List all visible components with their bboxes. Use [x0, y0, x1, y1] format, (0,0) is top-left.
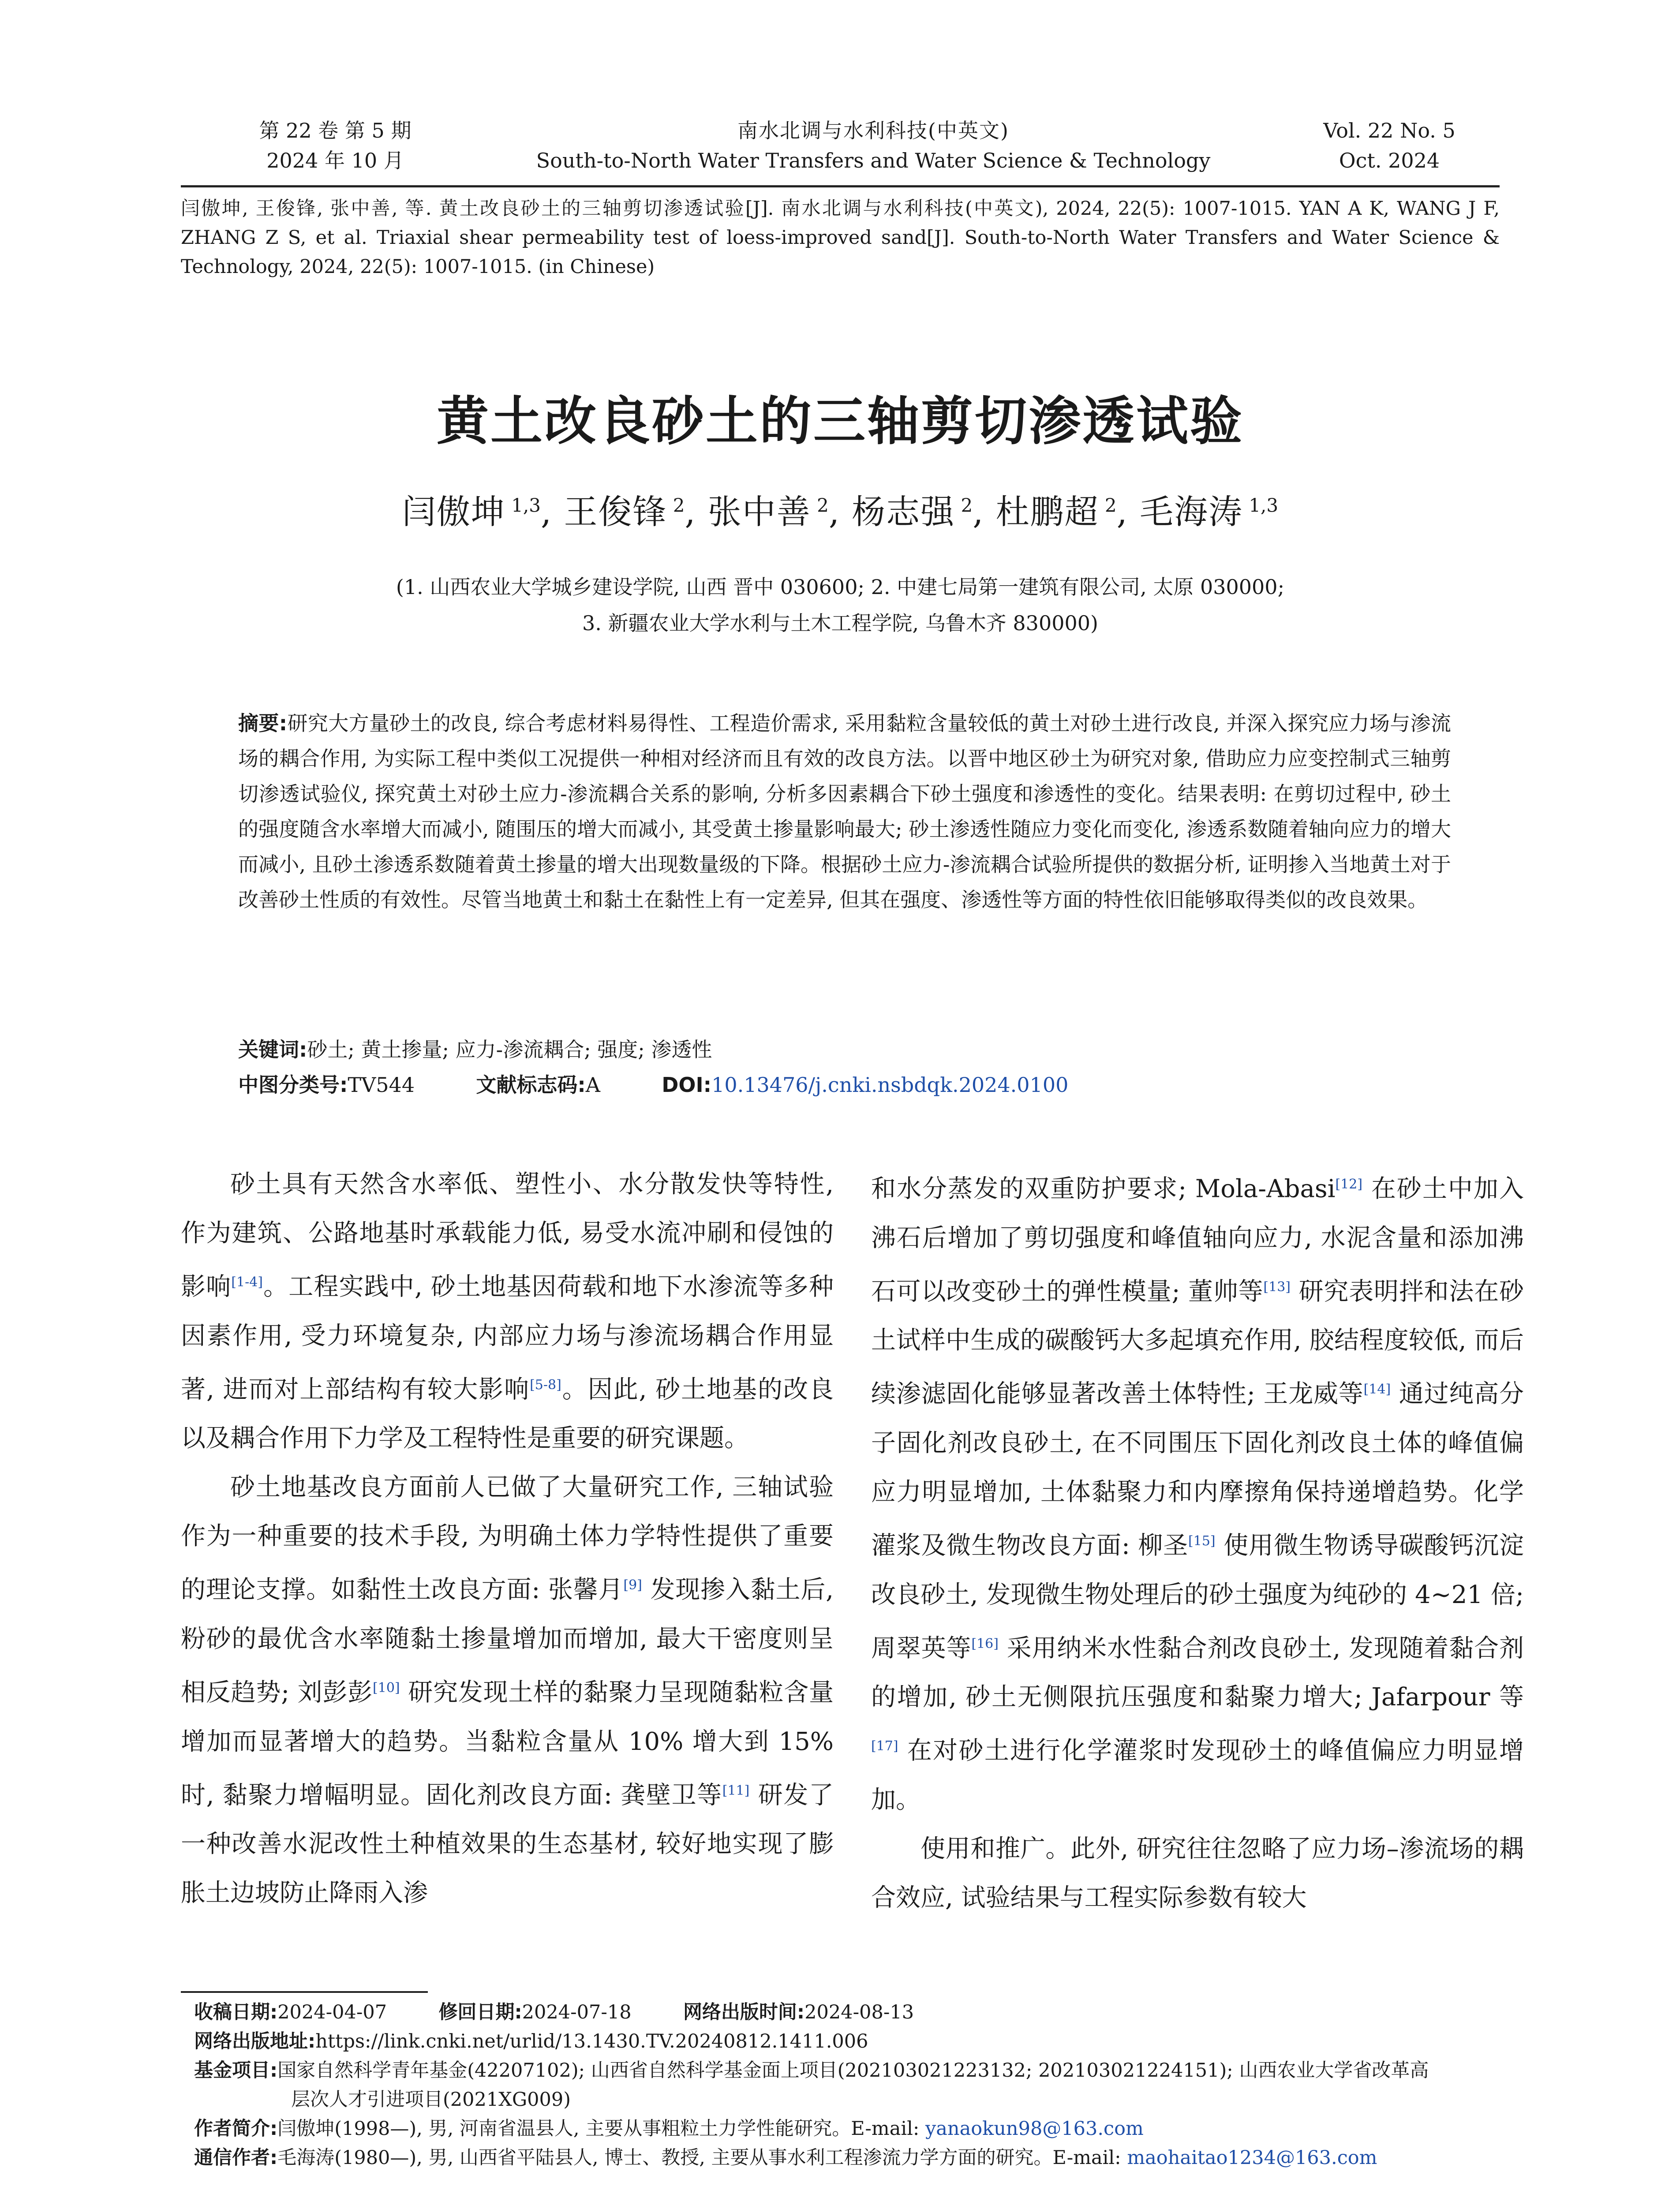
body-paragraph: [181, 1160, 834, 1463]
online-date: 2024-08-13: [804, 2001, 914, 2023]
author-separator: ,: [1116, 492, 1140, 531]
author-email-link[interactable]: yanaokun98@163.com: [925, 2118, 1144, 2140]
reference-citation-link[interactable]: [15]: [1188, 1533, 1216, 1549]
body-text: 研究发现土样的黏聚力呈现随黏粒含量增加而显著增大的趋势。当黏粒含量从 10% 增大到 15% 时, 黏聚力增幅明显。固化剂改良方面: 龚壁卫等: [181, 1678, 834, 1810]
body-paragraph: [871, 1824, 1524, 1922]
body-text: 使用微生物诱导碳酸钙沉淀改良砂土, 发现微生物处理后的砂土强度为纯砂的 4~21 倍; 周翠英等: [871, 1531, 1524, 1663]
footnote-author: [194, 2114, 1500, 2143]
body-text: 通过纯高分子固化剂改良砂土, 在不同围压下固化剂改良土体的峰值偏应力明显增加, 土体黏聚力和内摩擦角保持递增趋势。化学灌浆及微生物改良方面: 柳圣: [871, 1379, 1524, 1560]
body-column-left: [181, 1160, 834, 1917]
header-journal-en: South-to-North Water Transfers and Water Science & Technology: [536, 149, 1211, 172]
header-month: Oct. 2024: [1339, 149, 1440, 172]
reference-citation-link[interactable]: [10]: [373, 1680, 400, 1696]
header-journal-cn: 南水北调与水利科技(中英文): [737, 119, 1009, 142]
body-text: 发现掺入黏土后, 粉砂的最优含水率随黏土掺量增加而增加, 最大干密度则呈相反趋势; 刘彭彭: [181, 1575, 834, 1707]
author-name: 杜鹏超: [995, 492, 1099, 531]
header-volume-en: [1292, 116, 1486, 176]
author-bio-label: 作者简介:: [194, 2118, 278, 2140]
keywords: [238, 1032, 1451, 1067]
author-affiliation-mark: 1,3: [505, 494, 541, 516]
abstract-text: 研究大方量砂土的改良, 综合考虑材料易得性、工程造价需求, 采用黏粒含量较低的黄土对砂土进行改良, 并深入探究应力场与渗流场的耦合作用, 为实际工程中类似工况提供一种相对经济而且有效的改良方法。以晋中地区砂土为研究对象, 借助应力应变控制式三轴剪切渗透试验仪, 探究黄土对砂土应力-渗流耦合关系的影响, 分析多因素耦合下砂土强度和渗透性的变化。结果表明: 在剪切过程中, 砂土的强度随含水率增大而减小, 随围压的增大而减小, 其受黄土掺量影响最大; 砂土渗透性随应力变化而变化, 渗透系数随着轴向应力的增大而减小, 且砂土渗透系数随着黄土掺量的增大出现数量级的下降。根据砂土应力-渗流耦合试验所提供的数据分析, 证明掺入当地黄土对于改善砂土性质的有效性。尽管当地黄土和黏土在黏性上有一定差异, 但其在强度、渗透性等方面的特性依旧能够取得类似的改良效果。: [238, 711, 1451, 912]
reference-citation-link[interactable]: [16]: [971, 1636, 999, 1652]
fund-label: 基金项目:: [194, 2059, 278, 2082]
footnote-fund-continued: 层次人才引进项目(2021XG009): [291, 2089, 571, 2111]
online-url[interactable]: https://link.cnki.net/urlid/13.1430.TV.20240812.1411.006: [315, 2030, 868, 2052]
author-affiliation-mark: 1,3: [1242, 494, 1279, 516]
header-issue-info: [221, 116, 450, 176]
header-divider: [181, 185, 1500, 187]
body-paragraph: [871, 1160, 1524, 1824]
classification-line: [238, 1067, 1451, 1102]
author-affiliation-mark: 2: [811, 494, 829, 516]
author-name: 张中善: [707, 492, 811, 531]
doi-link[interactable]: 10.13476/j.cnki.nsbdqk.2024.0100: [711, 1073, 1069, 1097]
clc-label: 中图分类号:: [238, 1073, 348, 1097]
reference-citation-link[interactable]: [9]: [623, 1577, 642, 1593]
footnotes: [194, 1998, 1500, 2172]
body-text: 和水分蒸发的双重防护要求; Mola-Abasi: [871, 1174, 1336, 1203]
author-name: 闫傲坤: [402, 492, 505, 531]
fund-text: 国家自然科学青年基金(42207102); 山西省自然科学基金面上项目(202103021223132; 202103021224151); 山西农业大学省改革高: [277, 2059, 1429, 2082]
body-text: 研发了一种改善水泥改性土种植效果的生态基材, 较好地实现了膨胀土边坡防止降雨入渗: [181, 1781, 834, 1908]
header-vol-no: Vol. 22 No. 5: [1323, 119, 1456, 142]
abstract-label: 摘要:: [238, 711, 288, 735]
corresponding-email-link[interactable]: maohaitao1234@163.com: [1127, 2147, 1377, 2169]
corresponding-label: 通信作者:: [194, 2147, 278, 2169]
footnote-fund: [194, 2056, 1500, 2085]
citation-block: 闫傲坤, 王俊锋, 张中善, 等. 黄土改良砂土的三轴剪切渗透试验[J]. 南水北调与水利科技(中英文), 2024, 22(5): 1007-1015. YAN A K, WANG J F, ZHANG Z S, et al. Triaxial shear permeability test of loess-improved sand[J]. South-to-North Water Transfers and Water Science & Technology, 2024, 22(5): 1007-1015. (in Chinese): [181, 198, 1500, 278]
header-journal-name: [520, 116, 1226, 176]
revised-label: 修回日期:: [438, 2001, 522, 2023]
reference-citation-link[interactable]: [17]: [871, 1738, 898, 1754]
reference-citation-link[interactable]: [1-4]: [231, 1274, 263, 1290]
author-separator: ,: [828, 492, 852, 531]
author-affiliation-mark: 2: [955, 494, 973, 516]
article-title: 黄土改良砂土的三轴剪切渗透试验: [436, 391, 1244, 452]
body-column-right: [871, 1160, 1524, 1922]
header-date: 2024 年 10 月: [266, 149, 404, 172]
body-paragraph: [181, 1463, 834, 1917]
footnote-dates: [194, 1998, 1500, 2027]
body-text: 砂土具有天然含水率低、塑性小、水分散发快等特性, 作为建筑、公路地基时承载能力低, 易受水流冲刷和侵蚀的影响: [181, 1170, 834, 1301]
footnote-url: [194, 2027, 1500, 2056]
author-separator: ,: [685, 492, 708, 531]
footnote-corresponding: [194, 2143, 1500, 2172]
body-text: 在砂土中加入沸石后增加了剪切强度和峰值轴向应力, 水泥含量和添加沸石可以改变砂土的弹性模量; 董帅等: [871, 1174, 1524, 1306]
received-label: 收稿日期:: [194, 2001, 278, 2023]
body-text: 。因此, 砂土地基的改良以及耦合作用下力学及工程特性是重要的研究课题。: [181, 1375, 834, 1453]
reference-citation-link[interactable]: [5-8]: [530, 1377, 561, 1393]
body-text: 使用和推广。此外, 研究往往忽略了应力场–渗流场的耦合效应, 试验结果与工程实际参数有较大: [871, 1834, 1524, 1912]
doi-label: DOI:: [662, 1073, 712, 1097]
doc-code-label: 文献标志码:: [476, 1073, 586, 1097]
keywords-text: 砂土; 黄土掺量; 应力-渗流耦合; 强度; 渗透性: [307, 1038, 712, 1061]
online-label: 网络出版时间:: [683, 2001, 805, 2023]
keywords-label: 关键词:: [238, 1038, 307, 1061]
affiliation-line: (1. 山西农业大学城乡建设学院, 山西 晋中 030600; 2. 中建七局第一建筑有限公司, 太原 030000;: [396, 575, 1285, 599]
received-date: 2024-04-07: [277, 2001, 387, 2023]
abstract: [238, 706, 1451, 917]
reference-citation-link[interactable]: [11]: [722, 1783, 750, 1798]
affiliations: [181, 569, 1500, 641]
footnote-divider: [181, 1991, 428, 1993]
author-separator: ,: [541, 492, 564, 531]
reference-citation-link[interactable]: [13]: [1263, 1279, 1291, 1295]
affiliation-line: 3. 新疆农业大学水利与土木工程学院, 乌鲁木齐 830000): [582, 611, 1098, 635]
author-affiliation-mark: 2: [1099, 494, 1117, 516]
author-bio-text: 闫傲坤(1998—), 男, 河南省温县人, 主要从事粗粒土力学性能研究。E-mail:: [277, 2118, 925, 2140]
author-name: 王俊锋: [564, 492, 667, 531]
revised-date: 2024-07-18: [522, 2001, 632, 2023]
author-list: [181, 485, 1500, 533]
body-text: 采用纳米水性黏合剂改良砂土, 发现随着黏合剂的增加, 砂土无侧限抗压强度和黏聚力增大; Jafarpour 等: [871, 1634, 1524, 1712]
doc-code-value: A: [585, 1073, 600, 1097]
author-name: 杨志强: [852, 492, 955, 531]
body-text: 。工程实践中, 砂土地基因荷载和地下水渗流等多种因素作用, 受力环境复杂, 内部应力场与渗流场耦合作用显著, 进而对上部结构有较大影响: [181, 1272, 834, 1404]
body-text: 研究表明拌和法在砂土试样中生成的碳酸钙大多起填充作用, 胶结程度较低, 而后续渗滤固化能够显著改善土体特性; 王龙威等: [871, 1277, 1524, 1409]
clc-value: TV544: [348, 1073, 415, 1097]
author-separator: ,: [973, 492, 996, 531]
author-affiliation-mark: 2: [667, 494, 685, 516]
body-text: 在对砂土进行化学灌浆时发现砂土的峰值偏应力明显增加。: [871, 1736, 1524, 1814]
url-label: 网络出版地址:: [194, 2030, 316, 2052]
reference-citation-link[interactable]: [12]: [1335, 1177, 1363, 1192]
corresponding-text: 毛海涛(1980—), 男, 山西省平陆县人, 博士、教授, 主要从事水利工程渗流力学方面的研究。E-mail:: [277, 2147, 1127, 2169]
author-name: 毛海涛: [1139, 492, 1243, 531]
body-text: 砂土地基改良方面前人已做了大量研究工作, 三轴试验作为一种重要的技术手段, 为明确土体力学特性提供了重要的理论支撑。如黏性土改良方面: 张馨月: [181, 1473, 834, 1604]
header-volume: 第 22 卷 第 5 期: [259, 119, 412, 142]
reference-citation-link[interactable]: [14]: [1363, 1382, 1391, 1398]
